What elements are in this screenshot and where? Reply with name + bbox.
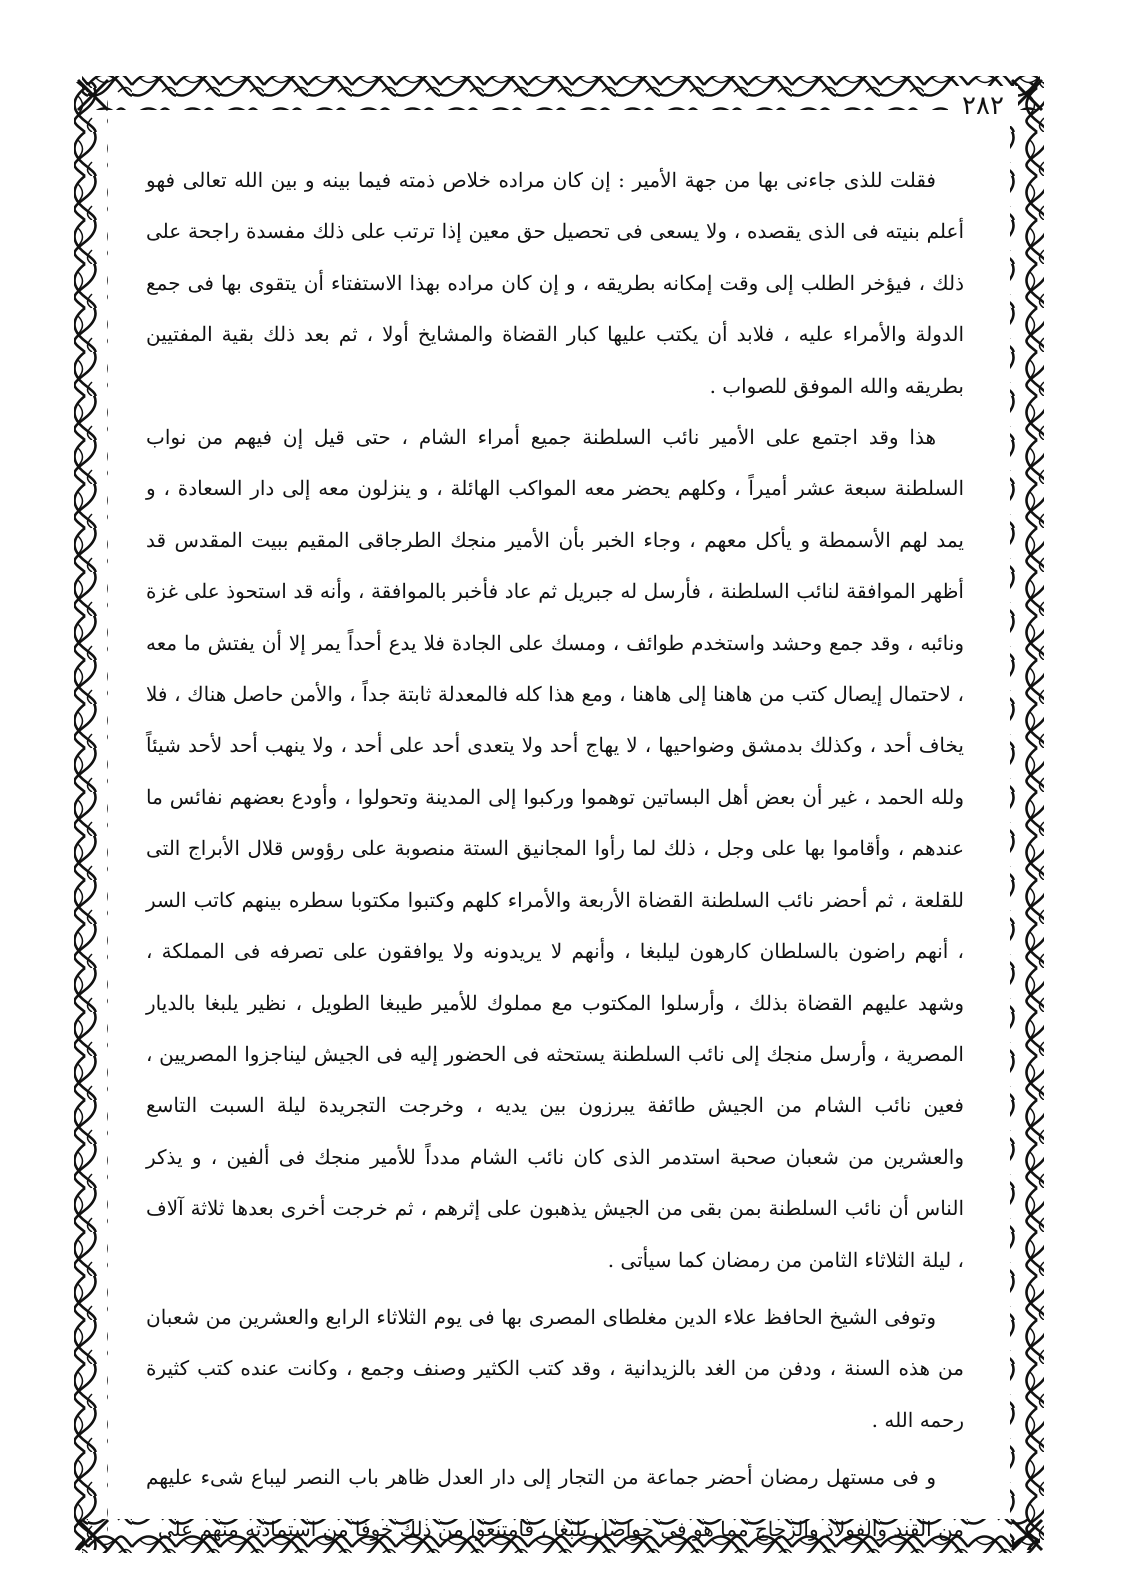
- body-text: [146, 155, 964, 1555]
- paragraph-4: و فى مستهل رمضان أحضر جماعة من التجار إلى دار العدل ظاهر باب النصر ليباع شىء عليهم من القند والفولاذ والزجاج مما هو فى حواصل يلبغا ، فامتنعوا من ذلك خوفا من استمادته منهم على: [146, 1465, 964, 1541]
- border-left: [74, 82, 108, 1550]
- paragraph-3: وتوفى الشيخ الحافظ علاء الدين مغلطاى المصرى بها فى يوم الثلاثاء الرابع والعشرين من شعبان من هذه السنة ، ودفن من الغد بالزيدانية ، وقد كتب الكثير وصنف وجمع ، وكانت عنده كتب كثيرة رحمه الله .: [146, 1304, 964, 1432]
- border-right: [1010, 82, 1044, 1550]
- paragraph-1: فقلت للذى جاءنى بها من جهة الأمير : إن كان مراده خلاص ذمته فيما بينه و بين الله تعالى فهو أعلم بنيته فى الذى يقصده ، ولا يسعى فى تحصيل حق معين إذا ترتب على ذلك مفسدة راجحة على ذلك ، فيؤخر الطلب إلى وقت إمكانه بطريقه ، و إن كان مراده بهذا الاستفتاء أن يتقوى بها فى جمع الدولة والأمراء عليه ، فلابد أن يكتب عليها كبار القضاة والمشايخ أولا ، ثم بعد ذلك بقية المفتيين بطريقه والله الموفق للصواب .: [146, 168, 964, 398]
- paragraph-2: هذا وقد اجتمع على الأمير نائب السلطنة جميع أمراء الشام ، حتى قيل إن فيهم من نواب السلطنة سبعة عشر أميراً ، وكلهم يحضر معه المواكب الهائلة ، و ينزلون معه إلى دار السعادة ، و يمد لهم الأسمطة و يأكل معهم ، وجاء الخبر بأن الأمير منجك الطرجاقى المقيم ببيت المقدس قد أظهر الموافقة لنائب السلطنة ، فأرسل له جبريل ثم عاد فأخبر بالموافقة ، وأنه قد استحوذ على غزة ونائبه ، وقد جمع وحشد واستخدم طوائف ، ومسك على الجادة فلا يدع أحداً يمر إلا أن يفتش ما معه ، لاحتمال إيصال كتب من هاهنا إلى هاهنا ، ومع هذا كله فالمعدلة ثابتة جداً ، والأمن حاصل هناك ، فلا يخاف أحد ، وكذلك بدمشق وضواحيها ، لا يهاج أحد ولا يتعدى أحد على أحد ، ولا ينهب أحد لأحد شيئاً ولله الحمد ، غير أن بعض أهل البساتين توهموا وركبوا إلى المدينة وتحولوا ، وأودع بعضهم نفائس ما عندهم ، وأقاموا بها على وجل ، ذلك لما رأوا المجانيق الستة منصوبة على رؤوس قلال الأبراج التى للقلعة ، ثم أحضر نائب السلطنة القضاة الأربعة والأمراء كلهم وكتبوا مكتوبا سطره بينهم كاتب السر ، أنهم راضون بالسلطان كارهون ليلبغا ، وأنهم لا يريدونه ولا يوافقون على تصرفه فى المملكة ، وشهد عليهم القضاة بذلك ، وأرسلوا المكتوب مع مملوك للأمير طيبغا الطويل ، نظير يلبغا بالديار المصرية ، وأرسل منجك إلى نائب السلطنة يستحثه فى الحضور إليه فى الجيش ليناجزوا المصريين ، فعين نائب الشام من الجيش طائفة يبرزون بين يديه ، وخرجت التجريدة ليلة السبت التاسع والعشرين من شعبان صحبة استدمر الذى كان نائب الشام مدداً للأمير منجك فى ألفين ، و يذكر الناس أن نائب السلطنة بمن بقى من الجيش يذهبون على إثرهم ، ثم خرجت أخرى بعدها ثلاثة آلاف ، ليلة الثلاثاء الثامن من رمضان كما سيأتى .: [146, 425, 965, 1272]
- page-number: ٢٨٢: [948, 86, 1018, 126]
- border-top: [82, 76, 1040, 110]
